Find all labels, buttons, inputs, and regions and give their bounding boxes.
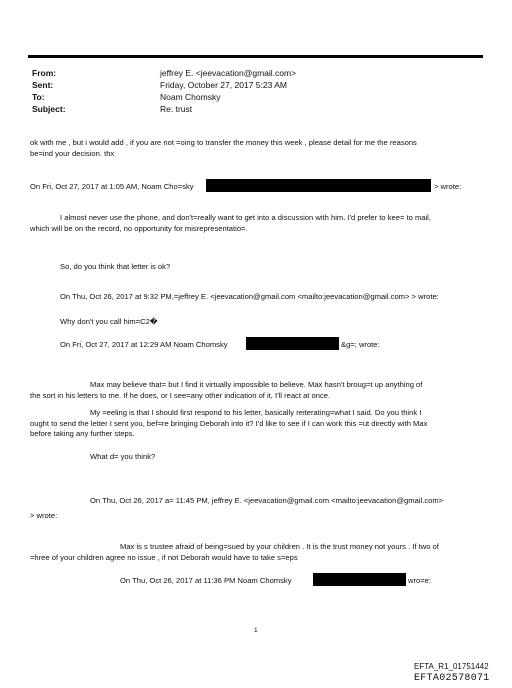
- quote-header-5: On Thu, Oct 26, 2017 at 11:36 PM Noam Chomsky: [120, 576, 292, 585]
- from-value: jeffrey E. <jeevacation@gmail.com>: [160, 68, 297, 78]
- paragraph-reply: ok with me , but i would add , if you are not =oing to transfer the money this week , please detail for me the reasons be=ind your decision. thx: [30, 138, 417, 158]
- quote-header-3-end: &g=; wrote:: [341, 340, 380, 349]
- paragraph-phone: I almost never use the phone, and don't=really want to get into a discussion with him. I'd prefer to kee= to mail, which will be on the record, no opportunity for misrepresentatio=.: [30, 213, 431, 233]
- quote-header-4: On Thu, Oct 26, 2017 a= 11:45 PM, jeffrey E. <jeevacation@gmail.com <mailto:jeevacation@gmail.com> > wrote:: [30, 496, 444, 520]
- paragraph-feeling: My =eeling is that I should first respond to his letter, basically reiterating=what I said. Do you think I ought to send the letter I sent you, bef=re bringing Deborah into it? I'd like to see if I can work this =ut directly with Max before taking any further steps.: [30, 408, 428, 438]
- sent-label: Sent:: [32, 80, 54, 90]
- redaction-bar: [313, 573, 406, 586]
- redaction-bar: [206, 179, 431, 192]
- quote-header-5-end: wro=e:: [408, 576, 432, 585]
- subject-value: Re: trust: [160, 104, 193, 114]
- quote-header-1-end: > wrote:: [434, 182, 462, 191]
- subject-label: Subject:: [32, 104, 66, 114]
- quote-header-3: On Fri, Oct 27, 2017 at 12:29 AM Noam Chomsky: [60, 340, 228, 349]
- bates-number-primary: EFTA_R1_01751442: [414, 662, 489, 671]
- redaction-bar: [246, 337, 339, 350]
- header-rule: [28, 55, 483, 58]
- page-number: 1: [254, 627, 258, 634]
- paragraph-letter-ok: So, do you think that letter is ok?: [60, 262, 171, 271]
- sent-value: Friday, October 27, 2017 5:23 AM: [160, 80, 287, 90]
- paragraph-trustee: Max is s trustee afraid of being=sued by your children . It is the trust money not yours . If two of =hree of your children agree no issue , if not Deborah would have to take s=eps: [30, 542, 439, 562]
- to-value: Noam Chomsky: [160, 92, 221, 102]
- paragraph-call-him: Why don't you call him=C2�: [60, 317, 158, 326]
- from-label: From:: [32, 68, 57, 78]
- paragraph-max-believe: Max may believe that= but I find it virtually impossible to believe. Max hasn't broug=t up anything of the sort in his letters to me. If he does, or I see=any other indication of it, I'll react at once.: [30, 380, 423, 400]
- quote-header-1: On Fri, Oct 27, 2017 at 1:05 AM, Noam Cho=sky: [30, 182, 194, 191]
- bates-number-secondary: EFTA02578071: [414, 673, 490, 684]
- to-label: To:: [32, 92, 45, 102]
- quote-header-2: On Thu, Oct 26, 2017 at 9:32 PM,=jeffrey E. <jeevacation@gmail.com <mailto:jeevacation@gmail.com> > wrote:: [60, 292, 439, 301]
- paragraph-what-think: What d= you think?: [90, 452, 156, 461]
